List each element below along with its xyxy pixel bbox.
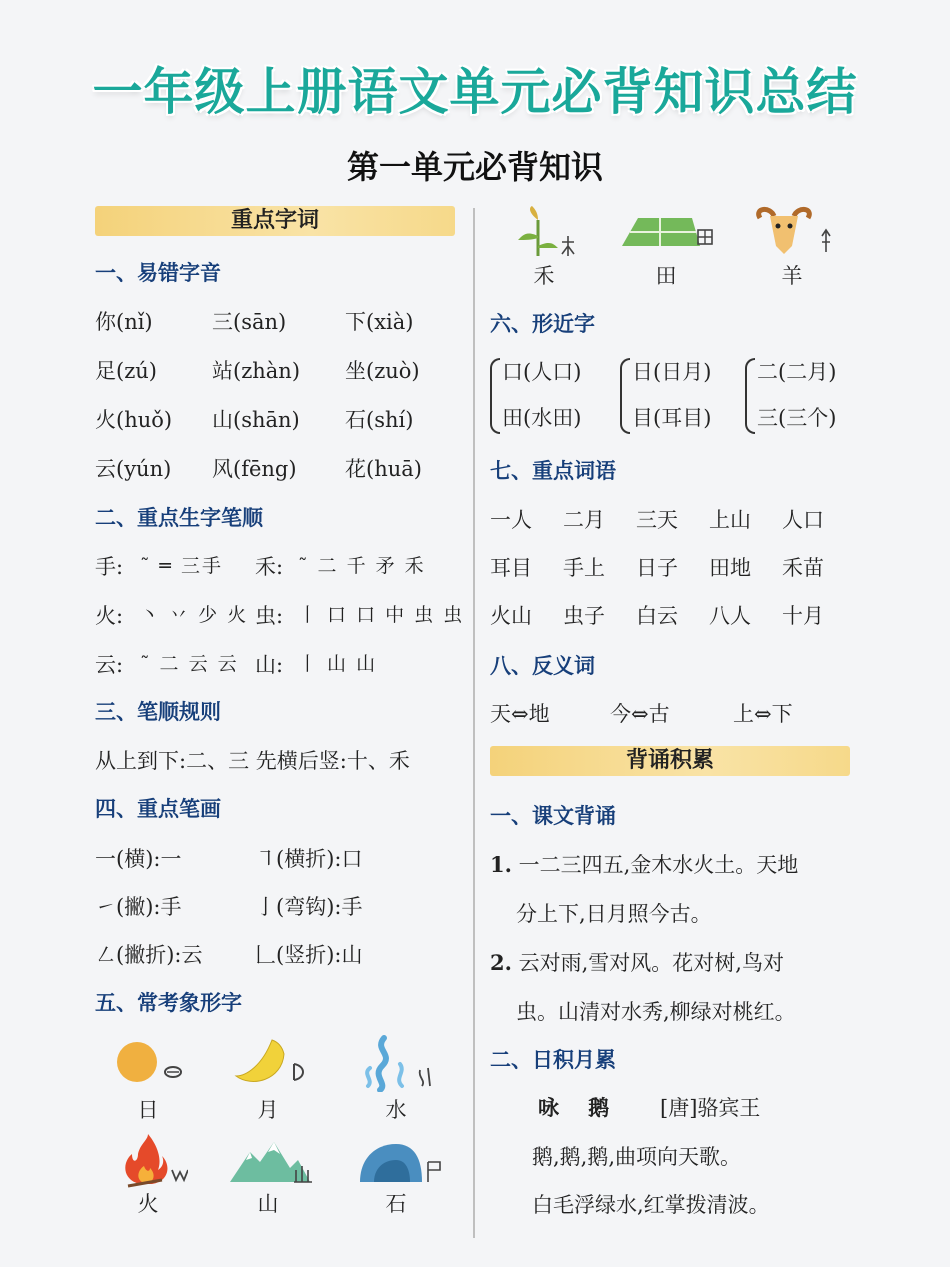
heading-text-recitation: 一、课文背诵 [490, 804, 616, 828]
stroke-seq: 丨 山 山 [298, 653, 378, 675]
recitation-1-line-1 [490, 849, 798, 879]
heading-key-strokes: 四、重点笔画 [95, 797, 221, 821]
phrase: 日子 [636, 556, 678, 580]
phrase: 人口 [782, 508, 824, 532]
banner-key-words: 重点字词 [95, 206, 455, 236]
phrase: 田地 [709, 556, 751, 580]
phrase: 手上 [563, 556, 605, 580]
pictograph-label: 月 [257, 1098, 279, 1122]
item-number: 2. [490, 950, 512, 975]
recitation-text: 一二三四五,金木水火土。天地 [518, 853, 799, 877]
phrase: 火山 [490, 604, 532, 628]
stroke-char: 虫: [255, 604, 284, 628]
column-divider [473, 208, 475, 1238]
moon-icon [232, 1036, 312, 1088]
pron-cell: 三(sān) [212, 310, 287, 334]
phrase: 白云 [636, 604, 678, 628]
pictograph-label: 日 [137, 1098, 159, 1122]
item-number: 1. [490, 852, 512, 877]
pron-cell: 站(zhàn) [212, 359, 301, 383]
stroke-seq: 丨 口 口 中 虫 虫 [298, 604, 465, 626]
recitation-text: 云对雨,雪对风。花对树,鸟对 [518, 951, 784, 975]
brace-icon [745, 358, 755, 434]
phrase: 二月 [563, 508, 605, 532]
pictograph-label: 禾 [533, 264, 555, 288]
stroke-item: 一(横):一 [95, 847, 182, 871]
phrase: 虫子 [563, 604, 605, 628]
pron-cell: 你(nǐ) [95, 310, 153, 334]
brace-icon [620, 358, 630, 434]
water-icon [360, 1034, 440, 1092]
stroke-item: ㇕(横折):口 [255, 847, 363, 871]
pron-cell: 山(shān) [212, 408, 300, 432]
stroke-char: 手: [95, 555, 124, 579]
phrase: 十月 [782, 604, 824, 628]
phrase: 耳目 [490, 556, 532, 580]
fire-icon [118, 1132, 188, 1188]
heading-pictographs: 五、常考象形字 [95, 991, 242, 1015]
similar-char: 田(水田) [502, 406, 582, 430]
antonym-pair: 今⇔古 [610, 702, 670, 726]
poem-title: 咏 鹅 [538, 1096, 610, 1120]
pictograph-label: 山 [257, 1192, 279, 1216]
heading-key-phrases: 七、重点词语 [490, 459, 616, 483]
heading-antonyms: 八、反义词 [490, 654, 595, 678]
pictograph-label: 水 [385, 1098, 407, 1122]
pron-cell: 风(fēng) [212, 457, 297, 481]
stroke-item: 亅(弯钩):手 [255, 895, 363, 919]
stroke-item: ㇜(撇折):云 [95, 943, 203, 967]
heading-stroke-order: 二、重点生字笔顺 [95, 506, 263, 530]
sheep-icon [752, 206, 842, 258]
antonym-pair: 上⇔下 [733, 702, 793, 726]
phrase: 上山 [709, 508, 751, 532]
stroke-seq: 丶 丷 少 火 [140, 604, 249, 626]
similar-char: 日(日月) [632, 360, 712, 384]
heading-similar-chars: 六、形近字 [490, 312, 595, 336]
recitation-1-line-2: 分上下,日月照今古。 [516, 902, 712, 926]
heading-stroke-rules: 三、笔顺规则 [95, 700, 221, 724]
pron-cell: 花(huā) [345, 457, 422, 481]
similar-char: 口(人口) [502, 360, 582, 384]
grain-icon [508, 206, 588, 258]
pron-cell: 坐(zuò) [345, 359, 420, 383]
unit-title: 第一单元必背知识 [346, 148, 603, 186]
pron-cell: 云(yún) [95, 457, 172, 481]
rock-icon [356, 1138, 446, 1186]
stroke-char: 云: [95, 653, 124, 677]
pron-cell: 火(huǒ) [95, 408, 173, 432]
phrase: 三天 [636, 508, 678, 532]
stroke-char: 禾: [255, 555, 284, 579]
recitation-2-line-1 [490, 947, 784, 977]
stroke-item: 𠃊(竖折):山 [255, 943, 363, 967]
stroke-char: 火: [95, 604, 124, 628]
stroke-char: 山: [255, 653, 284, 677]
heading-pronunciation: 一、易错字音 [95, 261, 221, 285]
stroke-item: ㇀(撇):手 [95, 895, 182, 919]
poem-line: 白毛浮绿水,红掌拨清波。 [532, 1193, 770, 1217]
similar-char: 三(三个) [757, 406, 837, 430]
pictograph-label: 火 [137, 1192, 159, 1216]
stroke-seq: ˜ 二 千 矛 禾 [298, 555, 426, 577]
phrase: 禾苗 [782, 556, 824, 580]
mountain-icon [228, 1138, 318, 1186]
poem-author: [唐]骆宾王 [660, 1096, 761, 1120]
brace-icon [490, 358, 500, 434]
pron-cell: 石(shí) [345, 408, 414, 432]
phrase: 一人 [490, 508, 532, 532]
pron-cell: 足(zú) [95, 359, 157, 383]
similar-char: 目(耳目) [632, 406, 712, 430]
banner-recitation: 背诵积累 [490, 746, 850, 776]
recitation-2-line-2: 虫。山清对水秀,柳绿对桃红。 [516, 1000, 796, 1024]
stroke-seq: ˜ 二 云 云 [140, 653, 239, 675]
page-title: 一年级上册语文单元必背知识总结 [92, 63, 858, 121]
pictograph-label: 石 [385, 1192, 407, 1216]
pron-cell: 下(xià) [345, 310, 414, 334]
pictograph-label: 田 [655, 264, 677, 288]
sun-icon [115, 1038, 185, 1088]
antonym-pair: 天⇔地 [490, 702, 550, 726]
poem-line: 鹅,鹅,鹅,曲项向天歌。 [532, 1145, 742, 1169]
heading-daily-accumulation: 二、日积月累 [490, 1048, 616, 1072]
pictograph-label: 羊 [781, 264, 803, 288]
field-icon [618, 212, 718, 252]
stroke-seq: ˜ ═ 三手 [140, 555, 224, 577]
phrase: 八人 [709, 604, 751, 628]
similar-char: 二(二月) [757, 360, 837, 384]
stroke-rules-text: 从上到下:二、三 先横后竖:十、禾 [95, 749, 410, 773]
